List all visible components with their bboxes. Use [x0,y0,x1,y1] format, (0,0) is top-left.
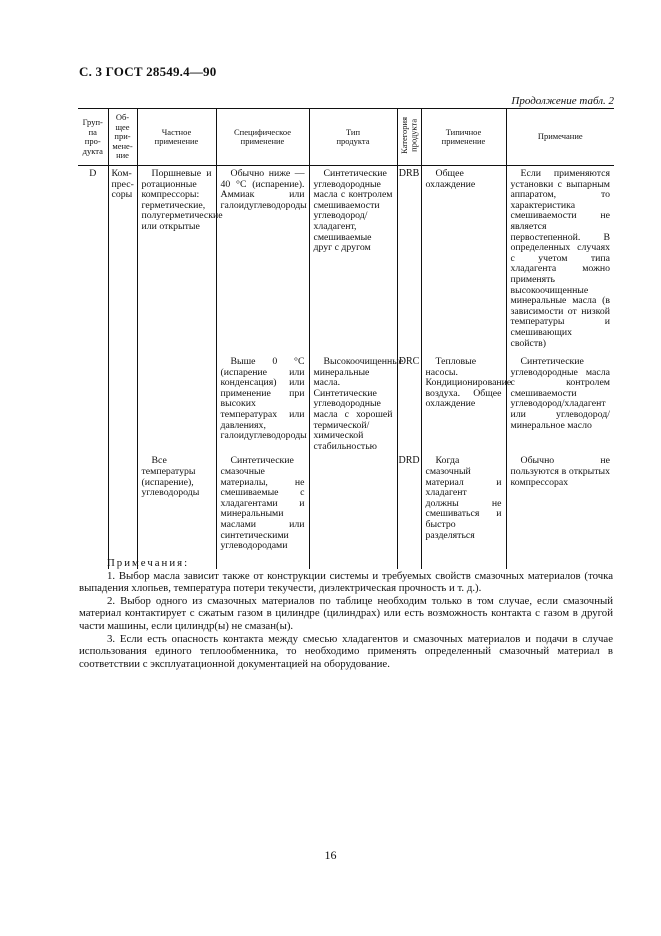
cell-category: DRD [397,453,421,569]
cell-general [108,354,137,453]
table-header-row [78,109,614,166]
cell-typical: Общее охлаждение [421,166,506,355]
cell-typical: Тепловые насосы. Кондиционирование воздуха. Общее охлаждение [421,354,506,453]
cell-category: DRB [397,166,421,355]
note-item: 2. Выбор одного из смазочных материалов по таблице необходим только в том случае, если смазочный материал контактирует с сжатым газом в цилиндре (цилиндрах) или есть возможность контакта с газом в другой части машины, если цилиндр(ы) не смазан(ы). [79,594,613,632]
table-continuation-label: Продолжение табл. 2 [511,95,614,107]
col-header-typical: Типичное применение [421,109,506,166]
notes-title: Примечания: [107,557,190,569]
page-header: С. 3 ГОСТ 28549.4—90 [79,64,217,79]
table-row [78,166,614,355]
cell-specific: Обычно ниже —40 °С (испарение). Аммиак или галоидуглеводороды [216,166,309,355]
cell-type [309,453,397,569]
table-row [78,354,614,453]
cell-note: Если применяются установки с выпарным аппаратом, то характеристика смешиваемости не является первостепенной. В определенных случаях с учетом типа хладагента можно применять высокоочищенные минеральные масла (в зависимости от низкой температуры и смешивающих свойств) [506,166,614,355]
cell-specific: Синтетические смазочные материалы, не смешиваемые с хладагентами и минеральными маслами или синтетическими углеводородами [216,453,309,569]
note-item: 3. Если есть опасность контакта между смесью хладагентов и смазочных материалов и подачи в случае использования единого теплообменника, то необходимо применять определенный смазочный материал в соответствии с эксплуатационной документацией на оборудование. [79,632,613,670]
col-header-note: Примечание [506,109,614,166]
col-header-category: Категория продукта [397,109,421,166]
cell-type: Синтетические углеводородные масла с контролем смешиваемости углеводород/хладагент, смешиваемые друг с другом [309,166,397,355]
cell-general: Ком- прес- соры [108,166,137,355]
cell-typical: Когда смазочный материал и хладагент должны не смешиваться и быстро разделяться [421,453,506,569]
col-header-particular: Частное применение [137,109,216,166]
note-item: 1. Выбор масла зависит также от конструкции системы и требуемых свойств смазочных материалов (точка выпадения хлопьев, температура потери текучести, диэлектрическая прочность и т. д.). [79,569,613,595]
col-header-specific: Специфическое применение [216,109,309,166]
cell-group [78,354,108,453]
cell-particular: Все температуры (испарение), углеводороды [137,453,216,569]
notes-section [79,557,613,670]
cell-category: DRC [397,354,421,453]
col-header-type: Тип продукта [309,109,397,166]
table-row [78,453,614,569]
cell-note: Синтетические углеводородные масла с контролем смешиваемости углеводород/хладагент или углеводород/минеральное масло [506,354,614,453]
cell-type: Высокоочищенные минеральные масла. Синтетические углеводородные масла с хорошей термической/химической стабильностью [309,354,397,453]
cell-general [108,453,137,569]
col-header-general: Об- щее при- мене- ние [108,109,137,166]
col-header-group: Груп- па про- дукта [78,109,108,166]
cell-group: D [78,166,108,355]
lubricants-table [78,108,614,569]
cell-particular [137,354,216,453]
cell-note: Обычно не пользуются в открытых компрессорах [506,453,614,569]
page-number: 16 [324,848,337,862]
cell-specific: Выше 0 °С (испарение или конденсация) или применение при высоких температурах или давлениях, галоидуглеводороды [216,354,309,453]
cell-particular: Поршневые и ротационные компрессоры: герметические, полугерметические или открытые [137,166,216,355]
cell-group [78,453,108,569]
